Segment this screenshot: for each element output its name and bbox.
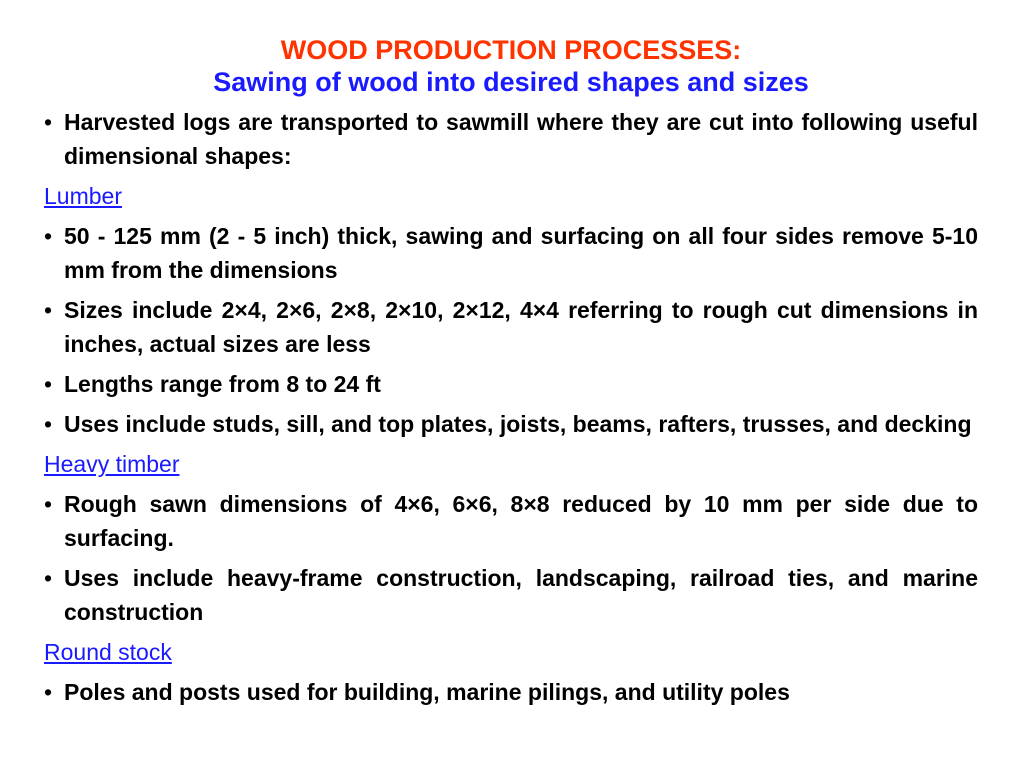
list-item <box>44 675 978 709</box>
bullet-text: Poles and posts used for building, marine pilings, and utility poles <box>64 679 790 705</box>
list-item <box>44 219 978 287</box>
bullet-text: Uses include studs, sill, and top plates, joists, beams, rafters, trusses, and decking <box>64 411 972 437</box>
title-subtitle: Sawing of wood into desired shapes and sizes <box>213 67 809 97</box>
bullet-icon: • <box>44 109 53 135</box>
list-item <box>44 487 978 555</box>
bullet-text: Sizes include 2×4, 2×6, 2×8, 2×10, 2×12, 4×4 referring to rough cut dimensions in inches, actual sizes are less <box>64 297 978 357</box>
bullet-text: Uses include heavy-frame construction, landscaping, railroad ties, and marine construction <box>64 565 978 625</box>
intro-bullet <box>44 105 978 173</box>
bullet-icon: • <box>44 679 53 705</box>
title-main: WOOD PRODUCTION PROCESSES: <box>280 35 742 65</box>
bullet-icon: • <box>44 565 53 591</box>
bullet-text: Rough sawn dimensions of 4×6, 6×6, 8×8 reduced by 10 mm per side due to surfacing. <box>64 491 978 551</box>
bullet-icon: • <box>44 223 53 249</box>
list-item <box>44 407 978 441</box>
section-heading-lumber[interactable]: Lumber <box>44 183 122 209</box>
section-heading-heavy-timber[interactable]: Heavy timber <box>44 451 180 477</box>
bullet-icon: • <box>44 411 53 437</box>
bullet-icon: • <box>44 491 53 517</box>
slide-title <box>44 34 978 99</box>
list-item <box>44 561 978 629</box>
bullet-text: 50 - 125 mm (2 - 5 inch) thick, sawing and surfacing on all four sides remove 5-10 mm from the dimensions <box>64 223 978 283</box>
section-heading-round-stock[interactable]: Round stock <box>44 639 172 665</box>
slide-content <box>44 105 978 709</box>
list-item <box>44 367 978 401</box>
list-item <box>44 293 978 361</box>
bullet-text: Harvested logs are transported to sawmill where they are cut into following useful dimensional shapes: <box>64 109 978 169</box>
bullet-text: Lengths range from 8 to 24 ft <box>64 371 381 397</box>
bullet-icon: • <box>44 297 53 323</box>
bullet-icon: • <box>44 371 53 397</box>
